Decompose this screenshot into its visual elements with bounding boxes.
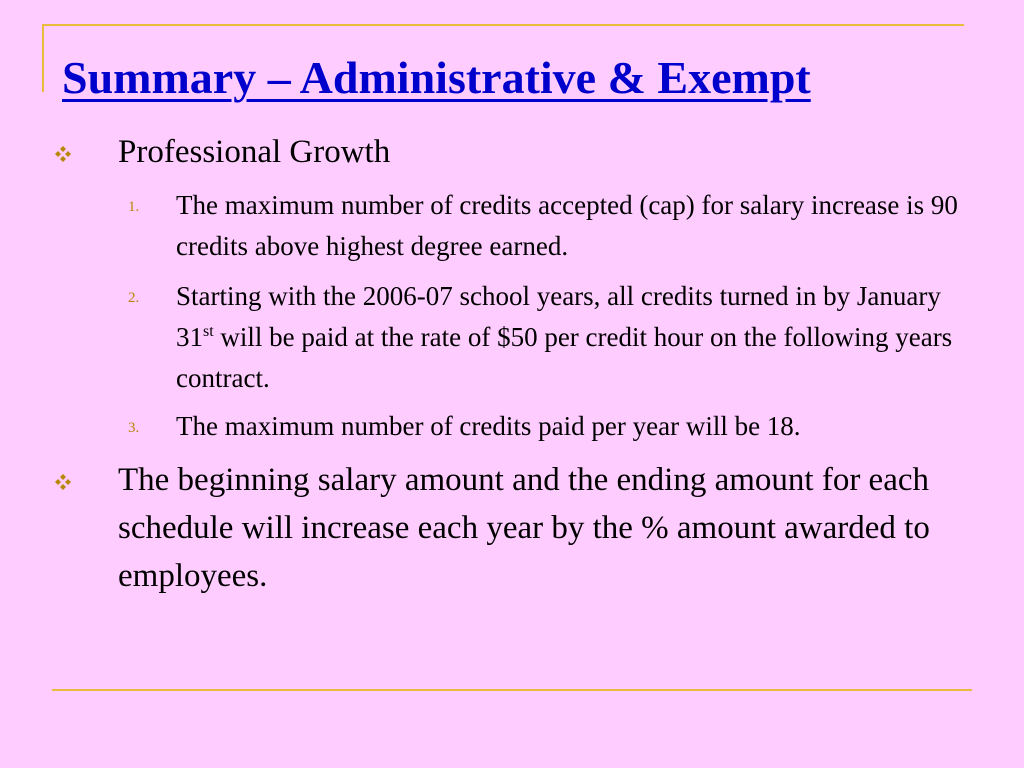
left-border-line	[42, 24, 44, 92]
list-item-text	[176, 276, 976, 399]
list-item-number: 1.	[128, 199, 140, 215]
list-item-text-part: Starting with the 2006-07 school years, all credits turned in by January 31	[176, 281, 941, 352]
ordinal-suffix: st	[203, 323, 214, 340]
slide-title: Summary – Administrative & Exempt	[62, 52, 811, 103]
list-item-text-part: will be paid at the rate of $50 per credit hour on the following years contract.	[176, 322, 953, 393]
four-diamond-bullet-icon	[54, 145, 72, 163]
list-item-number: 3.	[128, 420, 140, 436]
list-item-text: The maximum number of credits accepted (cap) for salary increase is 90 credits above highest degree earned.	[176, 190, 958, 261]
bullet-text: The beginning salary amount and the ending amount for each schedule will increase each year by the % amount awarded to employees.	[118, 462, 930, 594]
top-border-line	[42, 24, 964, 26]
bullet-text: Professional Growth	[118, 134, 391, 170]
list-item-text: The maximum number of credits paid per year will be 18.	[176, 411, 801, 441]
four-diamond-bullet-icon	[54, 473, 72, 491]
list-item-number: 2.	[128, 290, 140, 306]
bottom-border-line	[52, 689, 972, 691]
